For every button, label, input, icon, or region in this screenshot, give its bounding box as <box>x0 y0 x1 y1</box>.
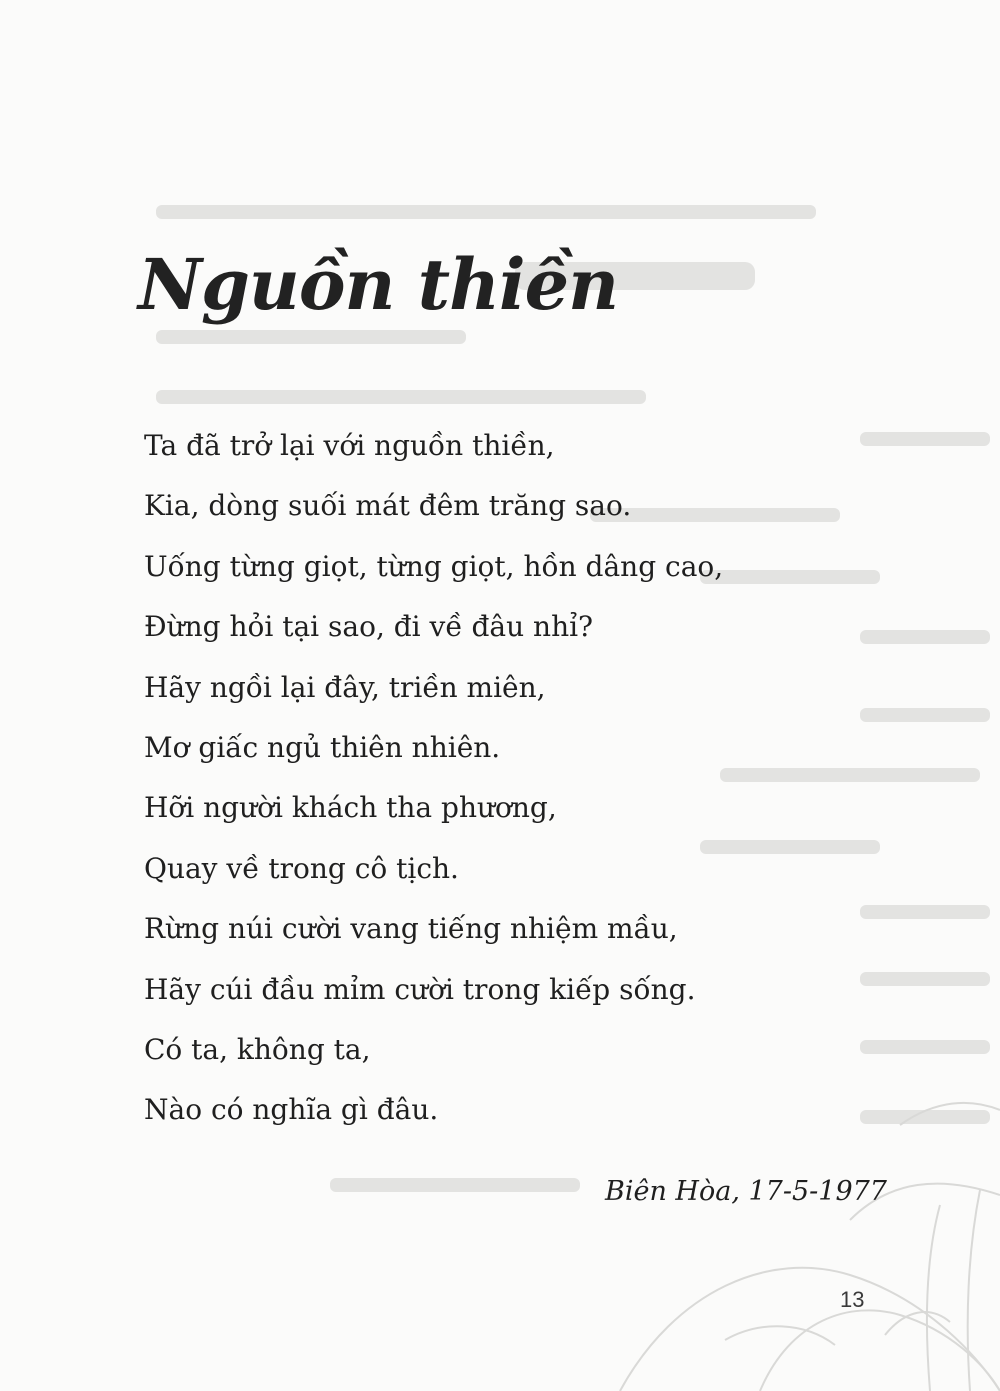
bleed-line <box>156 330 466 344</box>
bleed-line <box>720 768 980 782</box>
poem-line: Rừng núi cười vang tiếng nhiệm mầu, <box>144 912 678 946</box>
illustration-stem <box>927 1205 940 1391</box>
bleed-line <box>700 840 880 854</box>
lotus-illustration <box>620 1103 1000 1391</box>
bleed-line <box>860 1040 990 1054</box>
bleed-line <box>330 1178 580 1192</box>
poem-line: Nào có nghĩa gì đâu. <box>144 1093 439 1127</box>
bleed-line <box>860 1110 990 1124</box>
illustration-petal <box>725 1326 835 1345</box>
poem-line: Có ta, không ta, <box>144 1033 371 1067</box>
poem-line: Hãy ngồi lại đây, triền miên, <box>144 670 546 704</box>
illustration-leaf <box>620 1268 1000 1391</box>
poem-line: Kia, dòng suối mát đêm trăng sao. <box>144 489 632 523</box>
poem-line: Hỡi người khách tha phương, <box>144 791 557 825</box>
bleed-line <box>860 432 990 446</box>
bleed-line <box>700 570 880 584</box>
bleed-line <box>156 390 646 404</box>
poem-signature: Biên Hòa, 17-5-1977 <box>605 1176 887 1207</box>
bleed-line <box>860 972 990 986</box>
bleed-line <box>860 905 990 919</box>
poem-line: Mơ giấc ngủ thiên nhiên. <box>144 731 501 765</box>
poem-line: Ta đã trở lại với nguồn thiền, <box>144 429 555 462</box>
bleed-line <box>860 630 990 644</box>
illustration-leaf <box>760 1310 1000 1391</box>
page-number: 13 <box>840 1287 865 1312</box>
bleed-line <box>860 708 990 722</box>
bleed-line <box>156 205 816 219</box>
poem-body <box>144 416 723 1141</box>
poem-title: Nguồn thiền <box>138 242 619 326</box>
poem-line: Hãy cúi đầu mỉm cười trong kiếp sống. <box>144 972 696 1006</box>
poem-line: Uống từng giọt, từng giọt, hồn dâng cao, <box>144 549 724 583</box>
poem-line: Quay về trong cô tịch. <box>144 851 459 885</box>
poem-line: Đừng hỏi tại sao, đi về đâu nhỉ? <box>144 610 594 644</box>
